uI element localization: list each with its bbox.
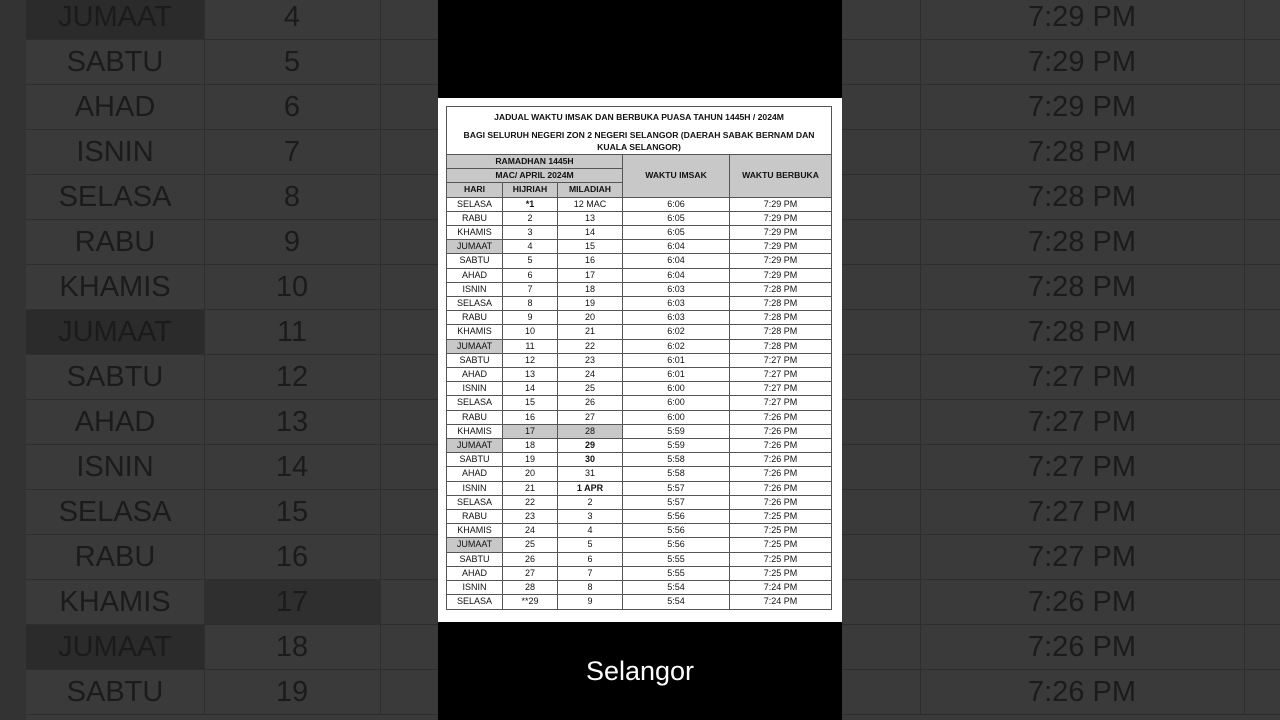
background-blank-cell (842, 625, 921, 670)
miladiah-cell: 18 (558, 282, 623, 296)
table-row (447, 439, 832, 453)
background-blank-cell (842, 400, 921, 445)
hari-cell: SELASA (447, 396, 503, 410)
hari-cell: ISNIN (447, 481, 503, 495)
hijriah-cell: 21 (503, 481, 558, 495)
imsak-cell: 6:04 (623, 240, 730, 254)
berbuka-cell: 7:24 PM (730, 595, 832, 609)
miladiah-cell: 30 (558, 453, 623, 467)
background-day-cell: KHAMIS (26, 580, 205, 625)
imsak-cell: 6:04 (623, 254, 730, 268)
imsak-cell: 5:55 (623, 552, 730, 566)
hijriah-cell: 13 (503, 368, 558, 382)
miladiah-cell: 4 (558, 524, 623, 538)
imsak-cell: 5:59 (623, 424, 730, 438)
background-blank-cell (842, 445, 921, 490)
berbuka-cell: 7:27 PM (730, 382, 832, 396)
background-day-cell: RABU (26, 220, 205, 265)
miladiah-cell: 7 (558, 566, 623, 580)
miladiah-cell: 14 (558, 226, 623, 240)
hari-cell: JUMAAT (447, 240, 503, 254)
imsak-cell: 5:56 (623, 524, 730, 538)
background-blank-cell (380, 400, 439, 445)
background-number-cell: 18 (204, 625, 381, 670)
hijriah-cell: 22 (503, 495, 558, 509)
background-time-cell: 7:26 PM (920, 670, 1245, 715)
background-time-cell: 7:27 PM (920, 535, 1245, 580)
imsak-cell: 6:03 (623, 297, 730, 311)
table-row (447, 254, 832, 268)
background-blank-cell (842, 265, 921, 310)
background-number-cell: 16 (204, 535, 381, 580)
background-time-cell: 7:26 PM (920, 625, 1245, 670)
background-blank-cell (842, 355, 921, 400)
table-row (447, 538, 832, 552)
background-time-cell: 7:27 PM (920, 400, 1245, 445)
table-row (447, 495, 832, 509)
miladiah-cell: 3 (558, 510, 623, 524)
background-number-cell: 5 (204, 40, 381, 85)
ramadhan-header: RAMADHAN 1445H (447, 155, 623, 169)
berbuka-cell: 7:26 PM (730, 410, 832, 424)
berbuka-cell: 7:26 PM (730, 424, 832, 438)
imsak-cell: 5:56 (623, 538, 730, 552)
table-row (447, 581, 832, 595)
imsak-cell: 5:59 (623, 439, 730, 453)
background-blank-cell (1244, 400, 1280, 445)
background-time-cell: 7:29 PM (920, 85, 1245, 130)
hijriah-column-header: HIJRIAH (503, 183, 558, 197)
hijriah-cell: 20 (503, 467, 558, 481)
table-row (447, 353, 832, 367)
berbuka-cell: 7:26 PM (730, 467, 832, 481)
background-blank-cell (1244, 535, 1280, 580)
background-blank-cell (1244, 490, 1280, 535)
hijriah-cell: 4 (503, 240, 558, 254)
background-blank-cell (1244, 85, 1280, 130)
berbuka-cell: 7:28 PM (730, 297, 832, 311)
table-title-line1: JADUAL WAKTU IMSAK DAN BERBUKA PUASA TAHUN 1445H / 2024M (447, 107, 832, 128)
background-number-cell: 19 (204, 670, 381, 715)
hijriah-cell: 10 (503, 325, 558, 339)
background-day-cell: JUMAAT (26, 625, 205, 670)
background-time-cell: 7:28 PM (920, 130, 1245, 175)
background-time-cell: 7:29 PM (920, 40, 1245, 85)
background-day-cell: AHAD (26, 85, 205, 130)
background-blank-cell (1244, 220, 1280, 265)
imsak-berbuka-table (446, 106, 832, 610)
hari-cell: JUMAAT (447, 339, 503, 353)
background-number-cell: 6 (204, 85, 381, 130)
hari-cell: AHAD (447, 467, 503, 481)
table-row (447, 467, 832, 481)
miladiah-cell: 9 (558, 595, 623, 609)
background-day-cell: ISNIN (26, 445, 205, 490)
background-day-cell: SABTU (26, 40, 205, 85)
background-day-cell: KHAMIS (26, 265, 205, 310)
background-day-cell: SELASA (26, 175, 205, 220)
berbuka-cell: 7:26 PM (730, 481, 832, 495)
background-blank-cell (1244, 625, 1280, 670)
background-time-cell: 7:27 PM (920, 490, 1245, 535)
background-number-cell: 4 (204, 0, 381, 40)
hari-cell: AHAD (447, 566, 503, 580)
background-blank-cell (380, 130, 439, 175)
background-blank-cell (1244, 130, 1280, 175)
hari-cell: SABTU (447, 552, 503, 566)
background-blank-cell (380, 445, 439, 490)
miladiah-cell: 6 (558, 552, 623, 566)
table-row (447, 552, 832, 566)
imsak-cell: 6:01 (623, 368, 730, 382)
hari-cell: SABTU (447, 254, 503, 268)
hijriah-cell: 6 (503, 268, 558, 282)
table-row (447, 282, 832, 296)
hari-cell: RABU (447, 211, 503, 225)
miladiah-cell: 16 (558, 254, 623, 268)
background-time-cell: 7:28 PM (920, 310, 1245, 355)
table-row (447, 453, 832, 467)
hijriah-cell: 2 (503, 211, 558, 225)
hijriah-cell: 3 (503, 226, 558, 240)
background-blank-cell (380, 535, 439, 580)
background-day-cell: ISNIN (26, 130, 205, 175)
hijriah-cell: 5 (503, 254, 558, 268)
miladiah-cell: 19 (558, 297, 623, 311)
imsak-cell: 5:57 (623, 481, 730, 495)
imsak-cell: 6:06 (623, 197, 730, 211)
hari-column-header: HARI (447, 183, 503, 197)
background-blank-cell (842, 490, 921, 535)
hari-cell: AHAD (447, 368, 503, 382)
video-caption: Selangor (585, 656, 695, 686)
table-row (447, 368, 832, 382)
background-blank-cell (380, 40, 439, 85)
table-row (447, 481, 832, 495)
background-day-cell: SABTU (26, 355, 205, 400)
berbuka-cell: 7:25 PM (730, 510, 832, 524)
background-blank-cell (380, 265, 439, 310)
table-row (447, 382, 832, 396)
hijriah-cell: 27 (503, 566, 558, 580)
table-row (447, 268, 832, 282)
hijriah-cell: 24 (503, 524, 558, 538)
miladiah-cell: 28 (558, 424, 623, 438)
berbuka-cell: 7:28 PM (730, 325, 832, 339)
imsak-column-header: WAKTU IMSAK (623, 155, 730, 198)
berbuka-cell: 7:26 PM (730, 453, 832, 467)
imsak-cell: 5:55 (623, 566, 730, 580)
background-day-cell: RABU (26, 535, 205, 580)
miladiah-cell: 21 (558, 325, 623, 339)
background-blank-cell (1244, 445, 1280, 490)
hari-cell: RABU (447, 510, 503, 524)
berbuka-cell: 7:26 PM (730, 495, 832, 509)
table-row (447, 424, 832, 438)
hari-cell: SELASA (447, 595, 503, 609)
hijriah-cell: 8 (503, 297, 558, 311)
background-blank-cell (380, 85, 439, 130)
background-blank-cell (1244, 40, 1280, 85)
hari-cell: SELASA (447, 495, 503, 509)
table-row (447, 566, 832, 580)
berbuka-cell: 7:27 PM (730, 396, 832, 410)
background-blank-cell (1244, 310, 1280, 355)
imsak-cell: 6:00 (623, 382, 730, 396)
background-number-cell: 7 (204, 130, 381, 175)
hari-cell: KHAMIS (447, 226, 503, 240)
table-row (447, 524, 832, 538)
berbuka-cell: 7:27 PM (730, 368, 832, 382)
background-blank-cell (842, 580, 921, 625)
background-blank-cell (1244, 175, 1280, 220)
imsak-cell: 5:57 (623, 495, 730, 509)
miladiah-cell: 23 (558, 353, 623, 367)
hijriah-cell: 28 (503, 581, 558, 595)
background-blank-cell (380, 355, 439, 400)
background-blank-cell (1244, 670, 1280, 715)
background-number-cell: 14 (204, 445, 381, 490)
background-blank-cell (842, 0, 921, 40)
berbuka-cell: 7:25 PM (730, 524, 832, 538)
hijriah-cell: 12 (503, 353, 558, 367)
background-time-cell: 7:26 PM (920, 580, 1245, 625)
miladiah-cell: 5 (558, 538, 623, 552)
background-number-cell: 15 (204, 490, 381, 535)
miladiah-cell: 1 APR (558, 481, 623, 495)
berbuka-cell: 7:28 PM (730, 339, 832, 353)
miladiah-column-header: MILADIAH (558, 183, 623, 197)
background-time-cell: 7:28 PM (920, 220, 1245, 265)
miladiah-cell: 2 (558, 495, 623, 509)
hijriah-cell: 16 (503, 410, 558, 424)
hari-cell: ISNIN (447, 282, 503, 296)
table-row (447, 410, 832, 424)
berbuka-cell: 7:27 PM (730, 353, 832, 367)
background-number-cell: 10 (204, 265, 381, 310)
miladiah-cell: 8 (558, 581, 623, 595)
hijriah-cell: 25 (503, 538, 558, 552)
hijriah-cell: 9 (503, 311, 558, 325)
berbuka-column-header: WAKTU BERBUKA (730, 155, 832, 198)
miladiah-cell: 22 (558, 339, 623, 353)
hijriah-cell: 14 (503, 382, 558, 396)
hari-cell: AHAD (447, 268, 503, 282)
hari-cell: JUMAAT (447, 439, 503, 453)
miladiah-cell: 20 (558, 311, 623, 325)
hari-cell: KHAMIS (447, 325, 503, 339)
hijriah-cell: 23 (503, 510, 558, 524)
background-day-cell: SELASA (26, 490, 205, 535)
imsak-cell: 6:03 (623, 282, 730, 296)
background-blank-cell (380, 580, 439, 625)
hijriah-cell: 15 (503, 396, 558, 410)
hijriah-cell: 11 (503, 339, 558, 353)
miladiah-cell: 24 (558, 368, 623, 382)
table-row (447, 240, 832, 254)
imsak-cell: 6:02 (623, 325, 730, 339)
imsak-cell: 5:54 (623, 595, 730, 609)
background-time-cell: 7:27 PM (920, 445, 1245, 490)
berbuka-cell: 7:24 PM (730, 581, 832, 595)
background-blank-cell (380, 220, 439, 265)
table-row (447, 325, 832, 339)
table-row (447, 510, 832, 524)
background-blank-cell (842, 130, 921, 175)
hari-cell: KHAMIS (447, 524, 503, 538)
miladiah-cell: 15 (558, 240, 623, 254)
berbuka-cell: 7:29 PM (730, 197, 832, 211)
background-day-cell: JUMAAT (26, 0, 205, 40)
imsak-cell: 6:05 (623, 211, 730, 225)
berbuka-cell: 7:29 PM (730, 226, 832, 240)
hari-cell: SABTU (447, 353, 503, 367)
background-blank-cell (842, 85, 921, 130)
berbuka-cell: 7:28 PM (730, 282, 832, 296)
background-number-cell: 17 (204, 580, 381, 625)
imsak-cell: 5:54 (623, 581, 730, 595)
background-number-cell: 9 (204, 220, 381, 265)
hijriah-cell: *1 (503, 197, 558, 211)
background-time-cell: 7:28 PM (920, 265, 1245, 310)
imsak-cell: 6:00 (623, 396, 730, 410)
background-blank-cell (380, 625, 439, 670)
imsak-cell: 5:56 (623, 510, 730, 524)
hari-cell: KHAMIS (447, 424, 503, 438)
imsak-cell: 6:00 (623, 410, 730, 424)
berbuka-cell: 7:29 PM (730, 240, 832, 254)
background-blank-cell (380, 670, 439, 715)
table-row (447, 339, 832, 353)
background-day-cell: AHAD (26, 400, 205, 445)
table-row (447, 396, 832, 410)
background-time-cell: 7:28 PM (920, 175, 1245, 220)
hari-cell: SABTU (447, 453, 503, 467)
imsak-cell: 6:05 (623, 226, 730, 240)
background-blank-cell (1244, 355, 1280, 400)
hijriah-cell: 18 (503, 439, 558, 453)
background-blank-cell (842, 310, 921, 355)
imsak-cell: 6:02 (623, 339, 730, 353)
background-blank-cell (380, 310, 439, 355)
background-blank-cell (842, 535, 921, 580)
miladiah-cell: 31 (558, 467, 623, 481)
hijriah-cell: 17 (503, 424, 558, 438)
background-blank-cell (380, 490, 439, 535)
berbuka-cell: 7:25 PM (730, 552, 832, 566)
hijriah-cell: **29 (503, 595, 558, 609)
table-title-line2: BAGI SELURUH NEGERI ZON 2 NEGERI SELANGOR (DAERAH SABAK BERNAM DAN KUALA SELANGOR) (447, 127, 832, 155)
hari-cell: JUMAAT (447, 538, 503, 552)
miladiah-cell: 17 (558, 268, 623, 282)
berbuka-cell: 7:28 PM (730, 311, 832, 325)
hari-cell: RABU (447, 410, 503, 424)
background-blank-cell (1244, 265, 1280, 310)
background-number-cell: 11 (204, 310, 381, 355)
berbuka-cell: 7:29 PM (730, 268, 832, 282)
hijriah-cell: 7 (503, 282, 558, 296)
hijriah-cell: 26 (503, 552, 558, 566)
background-day-cell: JUMAAT (26, 310, 205, 355)
background-blank-cell (1244, 0, 1280, 40)
background-number-cell: 8 (204, 175, 381, 220)
hari-cell: RABU (447, 311, 503, 325)
table-row (447, 595, 832, 609)
table-row (447, 211, 832, 225)
background-time-cell: 7:27 PM (920, 355, 1245, 400)
table-row (447, 197, 832, 211)
background-number-cell: 13 (204, 400, 381, 445)
miladiah-cell: 26 (558, 396, 623, 410)
background-blank-cell (380, 0, 439, 40)
hari-cell: SELASA (447, 197, 503, 211)
miladiah-cell: 13 (558, 211, 623, 225)
imsak-cell: 6:04 (623, 268, 730, 282)
background-blank-cell (842, 175, 921, 220)
table-row (447, 297, 832, 311)
miladiah-cell: 29 (558, 439, 623, 453)
imsak-cell: 6:03 (623, 311, 730, 325)
background-blank-cell (842, 40, 921, 85)
imsak-cell: 6:01 (623, 353, 730, 367)
hari-cell: ISNIN (447, 382, 503, 396)
berbuka-cell: 7:29 PM (730, 254, 832, 268)
berbuka-cell: 7:25 PM (730, 538, 832, 552)
berbuka-cell: 7:25 PM (730, 566, 832, 580)
background-blank-cell (842, 670, 921, 715)
miladiah-cell: 12 MAC (558, 197, 623, 211)
background-blank-cell (380, 175, 439, 220)
table-row (447, 311, 832, 325)
hijriah-cell: 19 (503, 453, 558, 467)
background-blank-cell (1244, 580, 1280, 625)
background-number-cell: 12 (204, 355, 381, 400)
imsak-cell: 5:58 (623, 453, 730, 467)
berbuka-cell: 7:26 PM (730, 439, 832, 453)
miladiah-cell: 25 (558, 382, 623, 396)
hari-cell: SELASA (447, 297, 503, 311)
hari-cell: ISNIN (447, 581, 503, 595)
background-blank-cell (842, 220, 921, 265)
miladiah-cell: 27 (558, 410, 623, 424)
background-time-cell: 7:29 PM (920, 0, 1245, 40)
month-header: MAC/ APRIL 2024M (447, 169, 623, 183)
berbuka-cell: 7:29 PM (730, 211, 832, 225)
background-day-cell: SABTU (26, 670, 205, 715)
imsak-cell: 5:58 (623, 467, 730, 481)
table-row (447, 226, 832, 240)
